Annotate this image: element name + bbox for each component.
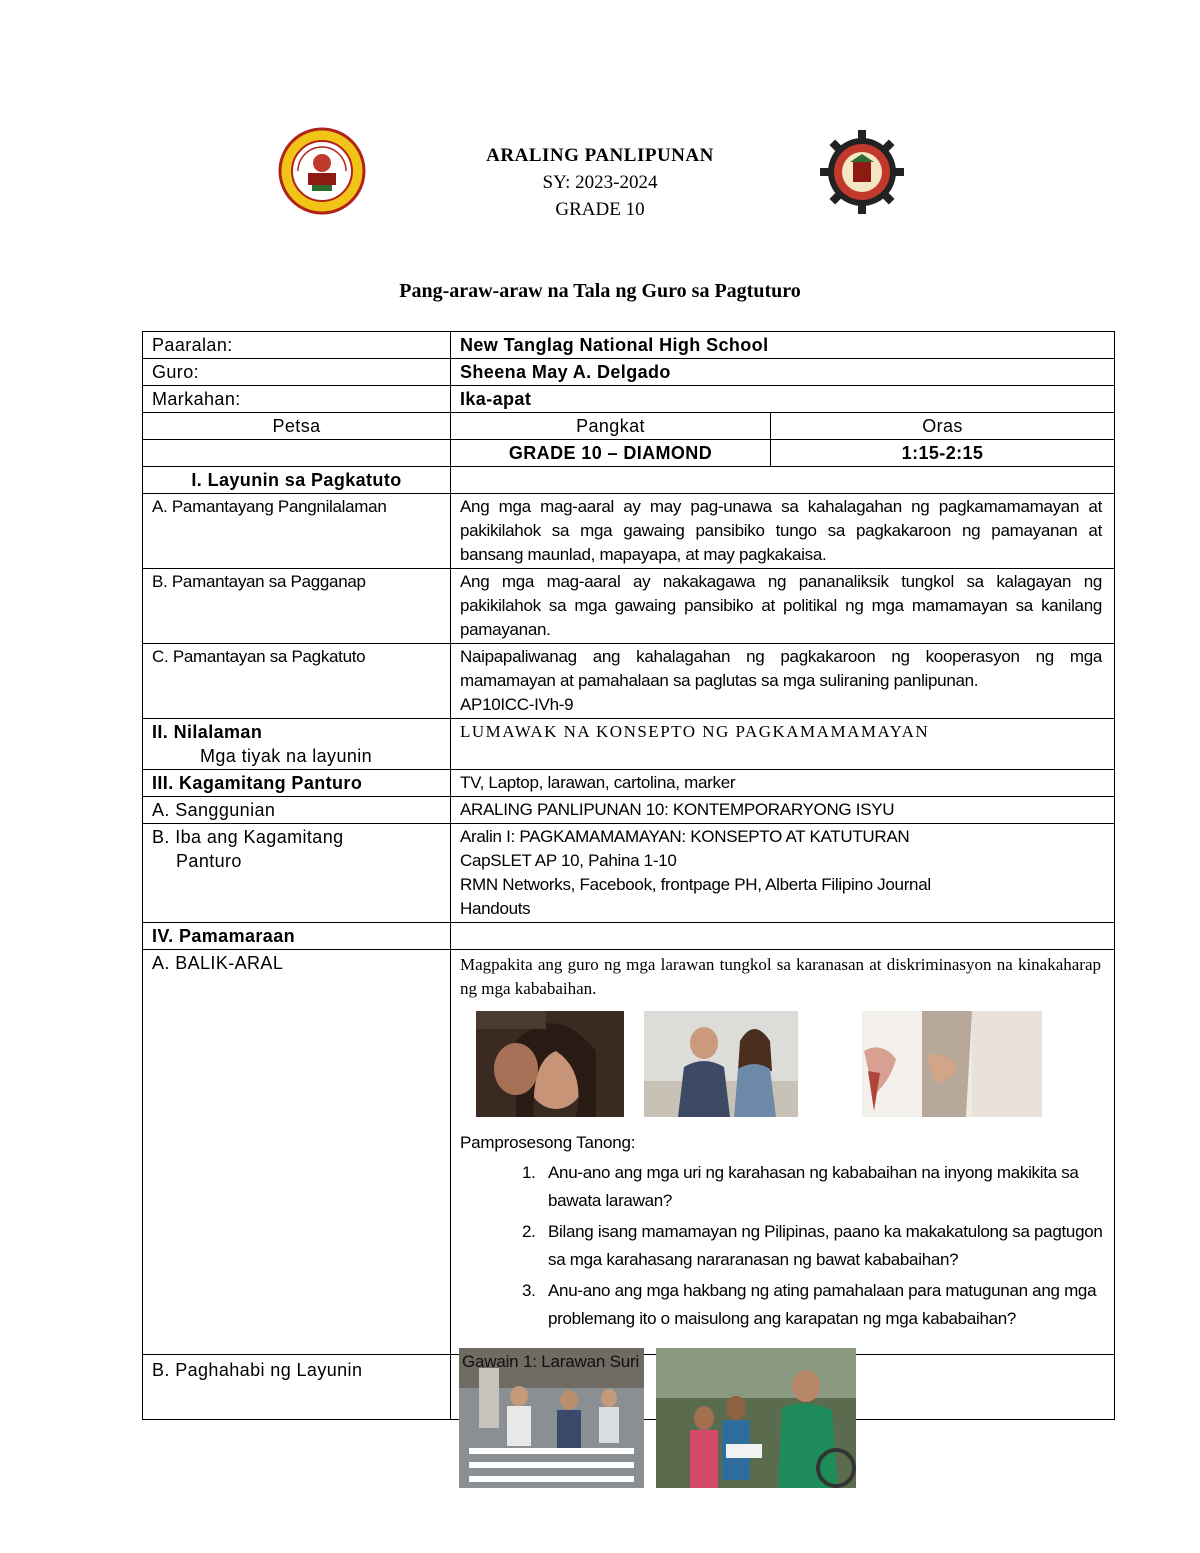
references-value: ARALING PANLIPUNAN 10: KONTEMPORARYONG ISYU bbox=[451, 797, 1115, 824]
table-row bbox=[143, 824, 1115, 923]
objectives-heading: I. Layunin sa Pagkatuto bbox=[143, 467, 451, 494]
photo-relief-goods bbox=[656, 1348, 856, 1488]
document-title: Pang-araw-araw na Tala ng Guro sa Pagtuturo bbox=[399, 280, 801, 302]
table-row bbox=[143, 332, 1115, 359]
table-row bbox=[143, 467, 1115, 494]
table-row bbox=[143, 644, 1115, 719]
table-row bbox=[143, 359, 1115, 386]
content-standard-value: Ang mga mag-aaral ay may pag-unawa sa kahalagahan ng pagkamamamayan at pakikilahok sa mga gawaing pansibiko tungo sa pagkakaroon ng pamayanan at bansang maunlad, mapayapa, at may pagkakaisa. bbox=[451, 494, 1115, 569]
quarter-label: Markahan: bbox=[143, 386, 451, 413]
learning-competency-label: C. Pamantayan sa Pagkatuto bbox=[143, 644, 451, 719]
list-item: RMN Networks, Facebook, frontpage PH, Alberta Filipino Journal bbox=[460, 875, 931, 894]
table-row bbox=[143, 797, 1115, 824]
content-value: LUMAWAK NA KONSEPTO NG PAGKAMAMAMAYAN bbox=[451, 719, 1115, 770]
subject-heading: ARALING PANLIPUNAN bbox=[486, 145, 714, 166]
content-cell bbox=[143, 719, 451, 770]
list-item: Handouts bbox=[460, 899, 531, 918]
section-value: GRADE 10 – DIAMOND bbox=[451, 440, 771, 467]
table-row bbox=[143, 569, 1115, 644]
teacher-label: Guro: bbox=[143, 359, 451, 386]
teacher-value: Sheena May A. Delgado bbox=[451, 359, 1115, 386]
materials-heading: III. Kagamitang Panturo bbox=[143, 770, 451, 797]
grade-level: GRADE 10 bbox=[555, 199, 645, 220]
content-heading: II. Nilalaman bbox=[152, 722, 263, 742]
competency-code: AP10ICC-IVh-9 bbox=[460, 695, 574, 714]
review-photos bbox=[476, 1011, 1105, 1117]
table-row bbox=[143, 770, 1115, 797]
table-row bbox=[143, 440, 1115, 467]
other-materials-list bbox=[451, 824, 1115, 923]
review-label: A. BALIK-ARAL bbox=[143, 950, 451, 1355]
lesson-plan-table bbox=[142, 331, 1115, 1420]
photo-women-abuse-3 bbox=[862, 1011, 1042, 1117]
performance-standard-label: B. Pamantayan sa Pagganap bbox=[143, 569, 451, 644]
school-year: SY: 2023-2024 bbox=[542, 172, 658, 193]
table-row bbox=[143, 923, 1115, 950]
motive-label: B. Paghahabi ng Layunin bbox=[143, 1355, 451, 1420]
learning-competency-value: Naipapaliwanag ang kahalagahan ng pagkakaroon ng kooperasyon ng mga mamamayan at pamahalaan sa paglutas sa mga suliraning panlipunan. bbox=[460, 647, 1103, 690]
list-item: 2. Bilang isang mamamayan ng Pilipinas, paano ka makakatulong sa pagtugon sa mga karahasang nararanasan ng bawat kababaihan? bbox=[540, 1218, 1105, 1274]
empty-cell bbox=[451, 467, 1115, 494]
table-row bbox=[143, 386, 1115, 413]
school-label: Paaralan: bbox=[143, 332, 451, 359]
table-row bbox=[143, 950, 1115, 1355]
review-intro: Magpakita ang guro ng mga larawan tungkol sa karanasan at diskriminasyon na kinakaharap ng mga kababaihan. bbox=[460, 955, 1102, 998]
list-item: 3. Anu-ano ang mga hakbang ng ating pamahalaan para matugunan ang mga problemang ito o maisulong ang karapatan ng mga kababaihan? bbox=[540, 1277, 1105, 1333]
empty-cell bbox=[451, 923, 1115, 950]
references-label: A. Sanggunian bbox=[143, 797, 451, 824]
other-materials-cell bbox=[143, 824, 451, 923]
photo-women-abuse-1 bbox=[476, 1011, 624, 1117]
date-value bbox=[143, 440, 451, 467]
list-item: Aralin I: PAGKAMAMAMAYAN: KONSEPTO AT KATUTURAN bbox=[460, 827, 910, 846]
performance-standard-value: Ang mga mag-aaral ay nakakagawa ng pananaliksik tungkol sa kalagayan ng pakikilahok sa mga gawaing pansibiko at politikal ng mga mamamayan sa kanilang pamayanan. bbox=[451, 569, 1115, 644]
section-label: Pangkat bbox=[451, 413, 771, 440]
learning-competency-cell bbox=[451, 644, 1115, 719]
other-materials-label-2: Panturo bbox=[176, 851, 242, 871]
quarter-value: Ika-apat bbox=[451, 386, 1115, 413]
time-value: 1:15-2:15 bbox=[771, 440, 1115, 467]
content-standard-label: A. Pamantayang Pangnilalaman bbox=[143, 494, 451, 569]
processing-questions bbox=[460, 1159, 1105, 1333]
photo-women-abuse-2 bbox=[644, 1011, 798, 1117]
procedure-heading: IV. Pamamaraan bbox=[143, 923, 451, 950]
time-label: Oras bbox=[771, 413, 1115, 440]
questions-title: Pamprosesong Tanong: bbox=[460, 1133, 636, 1152]
list-item: 1. Anu-ano ang mga uri ng karahasan ng kababaihan na inyong makikita sa bawata larawan? bbox=[540, 1159, 1105, 1215]
table-row bbox=[143, 413, 1115, 440]
list-item: CapSLET AP 10, Pahina 1-10 bbox=[460, 851, 677, 870]
review-cell bbox=[451, 950, 1115, 1355]
date-label: Petsa bbox=[143, 413, 451, 440]
other-materials-label: B. Iba ang Kagamitang bbox=[152, 827, 344, 847]
activity-title: Gawain 1: Larawan Suri bbox=[462, 1352, 640, 1371]
materials-value: TV, Laptop, larawan, cartolina, marker bbox=[451, 770, 1115, 797]
table-row bbox=[143, 494, 1115, 569]
content-subheading: Mga tiyak na layunin bbox=[200, 746, 373, 766]
school-value: New Tanglag National High School bbox=[451, 332, 1115, 359]
table-row bbox=[143, 719, 1115, 770]
